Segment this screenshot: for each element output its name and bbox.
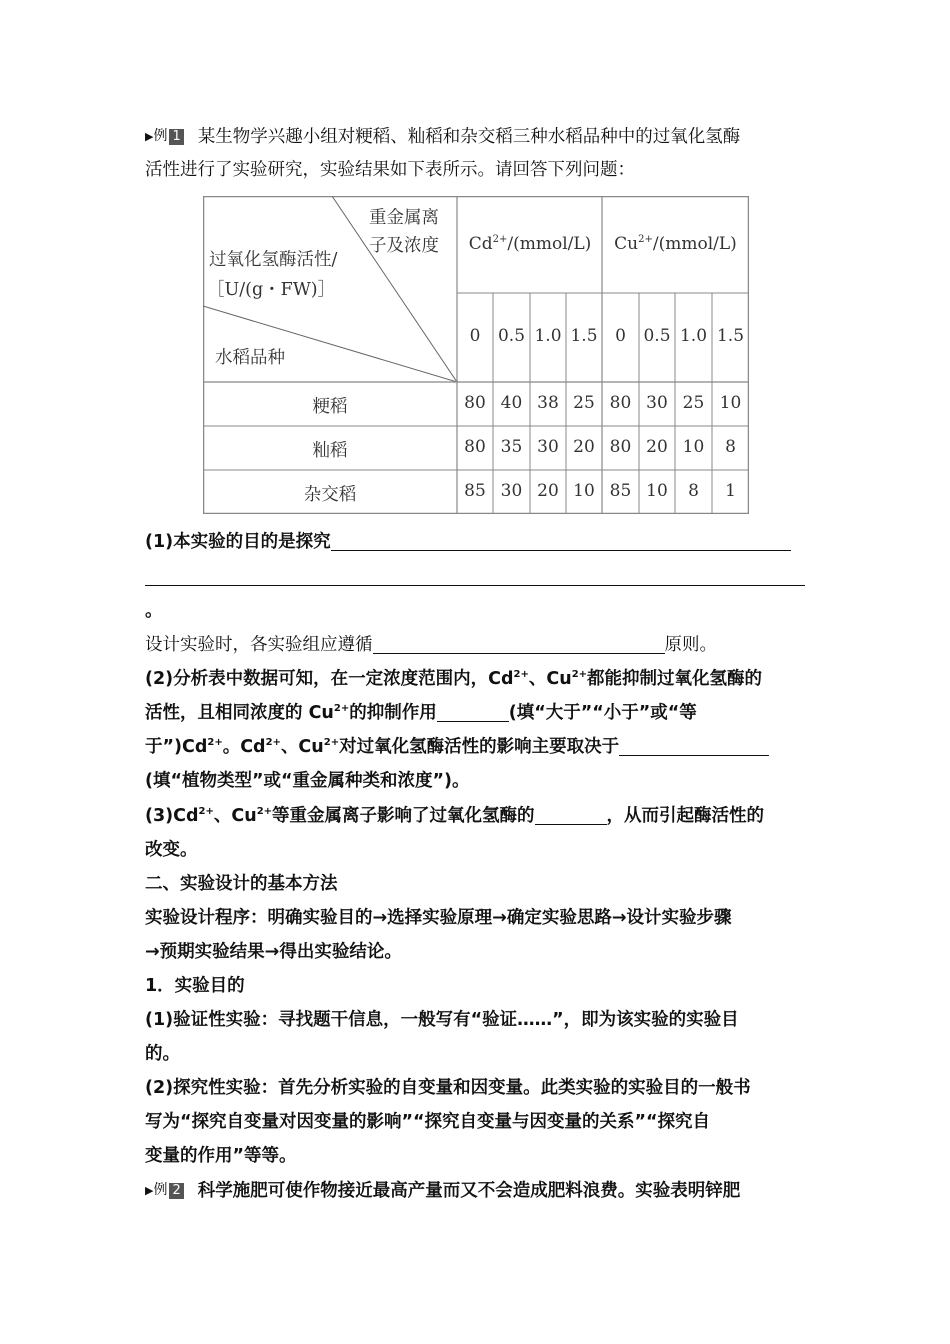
table-cell: 30 (500, 481, 523, 501)
header-activity-label-1: 过氧化氢酶活性/ (209, 250, 338, 270)
header-variety-label: 水稻品种 (215, 348, 285, 368)
concentration-cell: 0.5 (643, 326, 671, 346)
header-ion-label-2: 子及浓度 (369, 236, 439, 256)
table-cell: 40 (500, 393, 523, 413)
example-tag: ▶例 2 (145, 1173, 184, 1208)
table-cell: 25 (573, 393, 595, 413)
table-cell: 1 (725, 481, 736, 501)
example1-line1: ▶例 1 某生物学兴趣小组对粳稻、籼稻和杂交稻三种水稻品种中的过氧化氢酶 (145, 119, 807, 154)
verify-line2: 的。 (145, 1044, 180, 1064)
table-cell: 80 (609, 393, 632, 413)
table-cell: 8 (725, 437, 736, 457)
concentration-cell: 1.0 (679, 326, 708, 346)
table-cell: 38 (537, 393, 559, 413)
table-cell: 80 (609, 437, 632, 457)
table-cell: 30 (646, 393, 668, 413)
table-cell: 10 (719, 393, 742, 413)
triangle-icon: ▶ (145, 1184, 154, 1197)
answer-blank (145, 563, 805, 586)
table-cell: 8 (688, 481, 699, 501)
variety-name: 粳稻 (312, 397, 348, 417)
table-cell: 30 (537, 437, 559, 457)
example1-line2: 活性进行了实验研究，实验结果如下表所示。请回答下列问题： (145, 160, 635, 180)
q1-line1: (1)本实验的目的是探究 (145, 525, 807, 559)
triangle-icon: ▶ (145, 130, 154, 143)
concentration-cell: 1.5 (716, 326, 745, 346)
header-cu-group: $Cu^{2+}/(mmol/L)$ (614, 234, 737, 254)
q2-line4: (填“植物类型”或“重金属种类和浓度”)。 (145, 771, 470, 791)
variety-name: 籼稻 (312, 441, 348, 461)
section-title: 二、实验设计的基本方法 (145, 874, 338, 894)
table-cell: 80 (464, 393, 486, 413)
table-cell: 20 (537, 481, 559, 501)
table-cell: 20 (573, 437, 595, 457)
q1-line2 (145, 560, 807, 594)
header-cd-group: $Cd^{2+}/(mmol/L)$ (468, 234, 592, 254)
q3-line2: 改变。 (145, 840, 198, 860)
answer-blank (437, 699, 509, 722)
answer-blank (373, 631, 665, 654)
procedure-line1: 实验设计程序：明确实验目的→选择实验原理→确定实验思路→设计实验步骤 (145, 908, 732, 928)
header-ion-label-1: 重金属离 (369, 208, 439, 228)
table-cell: 20 (646, 437, 668, 457)
table-cell: 85 (464, 481, 486, 501)
concentration-cell: 1.0 (534, 326, 562, 346)
q3-line1: $(3)Cd^{2+}$、$Cu^{2+}$等重金属离子影响了过氧化氢酶的 ，从而引起酶活性的 (145, 799, 807, 833)
explore-line3: 变量的作用”等等。 (145, 1146, 297, 1166)
concentration-cell: 0 (469, 326, 481, 346)
q2-line3: 于$”)Cd^{2+}$。$Cd^{2+}$、$Cu^{2+}$对过氧化氢酶活性的影响主要取决于 (145, 730, 807, 764)
answer-blank (619, 733, 769, 756)
answer-blank (535, 802, 607, 825)
explore-line1: (2)探究性实验：首先分析实验的自变量和因变量。此类实验的实验目的一般书 (145, 1078, 751, 1098)
concentration-cell: 0.5 (497, 326, 526, 346)
concentration-cell: 0 (615, 326, 626, 346)
q2-line1: (2)分析表中数据可知，在一定浓度范围内，$Cd^{2+}$、$Cu^{2+}$都能抑制过氧化氢酶的 (145, 669, 763, 689)
procedure-line2: →预期实验结果→得出实验结论。 (145, 942, 402, 962)
enzyme-activity-table (203, 196, 749, 514)
q1-end: 。 (145, 601, 163, 621)
table-cell: 85 (609, 481, 632, 501)
answer-blank (331, 528, 791, 551)
header-activity-label-2: ［U/(g・FW)］ (207, 280, 336, 300)
table-cell: 10 (573, 481, 595, 501)
variety-name: 杂交稻 (303, 485, 357, 505)
verify-line1: (1)验证性实验：寻找题干信息，一般写有“验证……”，即为该实验的实验目 (145, 1010, 739, 1030)
table-cell: 10 (682, 437, 705, 457)
table-cell: 35 (500, 437, 523, 457)
concentration-cell: 1.5 (570, 326, 598, 346)
example-tag: ▶例 1 (145, 119, 184, 154)
q1-principle: 设计实验时，各实验组应遵循 原则。 (145, 628, 807, 662)
table-cell: 80 (464, 437, 486, 457)
example2-line1: ▶例 2 科学施肥可使作物接近最高产量而又不会造成肥料浪费。实验表明锌肥 (145, 1173, 807, 1208)
explore-line2: 写为“探究自变量对因变量的影响”“探究自变量与因变量的关系”“探究自 (145, 1112, 711, 1132)
q2-line2: 活性，且相同浓度的 $Cu^{2+}$的抑制作用 (填“大于”“小于”或“等 (145, 696, 807, 730)
subsection-title: 1．实验目的 (145, 976, 245, 996)
table-cell: 10 (646, 481, 668, 501)
table-cell: 25 (682, 393, 705, 413)
